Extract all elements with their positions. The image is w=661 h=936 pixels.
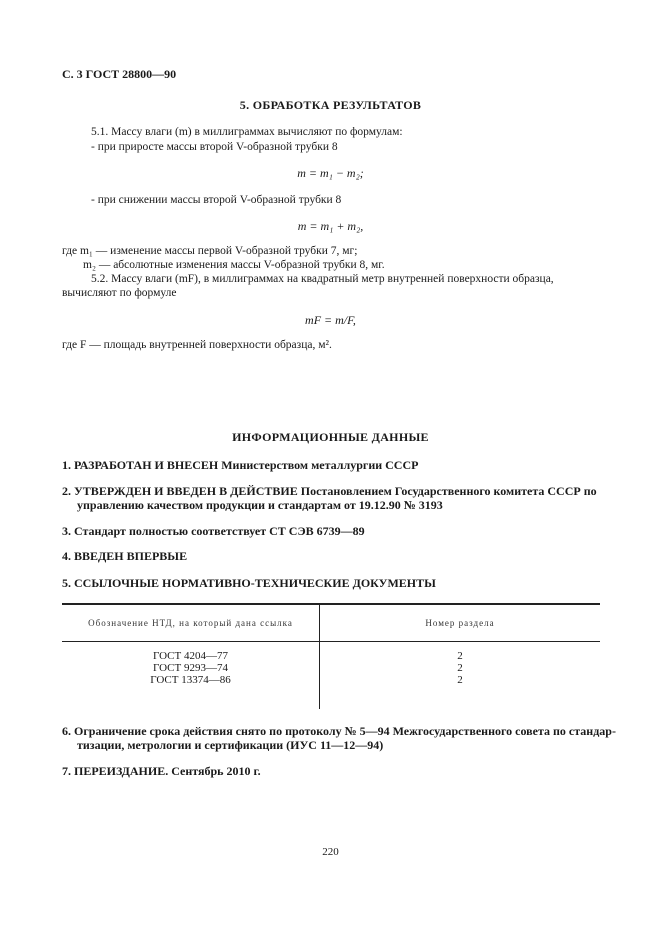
formula-specific-mass: mF = m/F,: [305, 313, 356, 327]
reference-documents-table: [62, 603, 600, 709]
definition-F: где F — площадь внутренней поверхности образца, м².: [62, 339, 332, 351]
table-cell-sections: [320, 642, 601, 710]
table-cell: ГОСТ 4204—77: [153, 650, 228, 662]
info-item-2-line2: управлению качеством продукции и стандартам от 19.12.90 № 3193: [77, 498, 443, 512]
info-item-7: 7. ПЕРЕИЗДАНИЕ. Сентябрь 2010 г.: [62, 764, 261, 778]
section-title-processing: 5. ОБРАБОТКА РЕЗУЛЬТАТОВ: [239, 98, 422, 112]
info-item-5: 5. ССЫЛОЧНЫЕ НОРМАТИВНО-ТЕХНИЧЕСКИЕ ДОКУМЕНТЫ: [62, 576, 436, 590]
paragraph-5-1-case-decrease: - при снижении массы второй V-образной трубки 8: [91, 194, 342, 206]
paragraph-5-1: 5.1. Массу влаги (m) в миллиграммах вычисляют по формулам:: [91, 126, 403, 138]
paragraph-5-2-line2: вычисляют по формуле: [62, 287, 177, 299]
table-cell: 2: [457, 674, 463, 686]
table-header-section: Номер раздела: [320, 604, 601, 642]
formula-sum: m = m₁ + m₂,: [297, 219, 364, 233]
definition-m2: m₂ — абсолютные изменения массы V-образной трубки 8, мг.: [83, 259, 385, 271]
table-row: [62, 642, 600, 710]
table-cell: 2: [457, 650, 463, 662]
table-cell: ГОСТ 9293—74: [153, 662, 228, 674]
info-item-4: 4. ВВЕДЕН ВПЕРВЫЕ: [62, 549, 188, 563]
table-header-row: [62, 604, 600, 642]
page-number: 220: [322, 846, 339, 858]
formula-difference: m = m₁ − m₂;: [297, 166, 364, 180]
info-item-6-line2: тизации, метрологии и сертификации (ИУС 11—12—94): [77, 738, 384, 752]
paragraph-5-2-line1: 5.2. Массу влаги (mF), в миллиграммах на квадратный метр внутренней поверхности образца,: [91, 273, 554, 285]
info-item-6-line1: 6. Ограничение срока действия снято по протоколу № 5—94 Межгосударственного совета по стандар-: [62, 724, 616, 738]
info-item-1: 1. РАЗРАБОТАН И ВНЕСЕН Министерством металлургии СССР: [62, 458, 419, 472]
table-cell: ГОСТ 13374—86: [150, 674, 231, 686]
info-item-3: 3. Стандарт полностью соответствует СТ СЭВ 6739—89: [62, 524, 365, 538]
page-header: С. 3 ГОСТ 28800—90: [62, 67, 177, 81]
table-header-document: Обозначение НТД, на который дана ссылка: [62, 604, 320, 642]
table-cell: 2: [457, 662, 463, 674]
paragraph-5-1-case-increase: - при приросте массы второй V-образной трубки 8: [91, 141, 338, 153]
table-cell-documents: [62, 642, 320, 710]
info-item-2-line1: 2. УТВЕРЖДЕН И ВВЕДЕН В ДЕЙСТВИЕ Постановлением Государственного комитета СССР по: [62, 484, 597, 498]
definition-m1: где m₁ — изменение массы первой V-образной трубки 7, мг;: [62, 245, 358, 257]
section-title-info: ИНФОРМАЦИОННЫЕ ДАННЫЕ: [232, 430, 429, 444]
